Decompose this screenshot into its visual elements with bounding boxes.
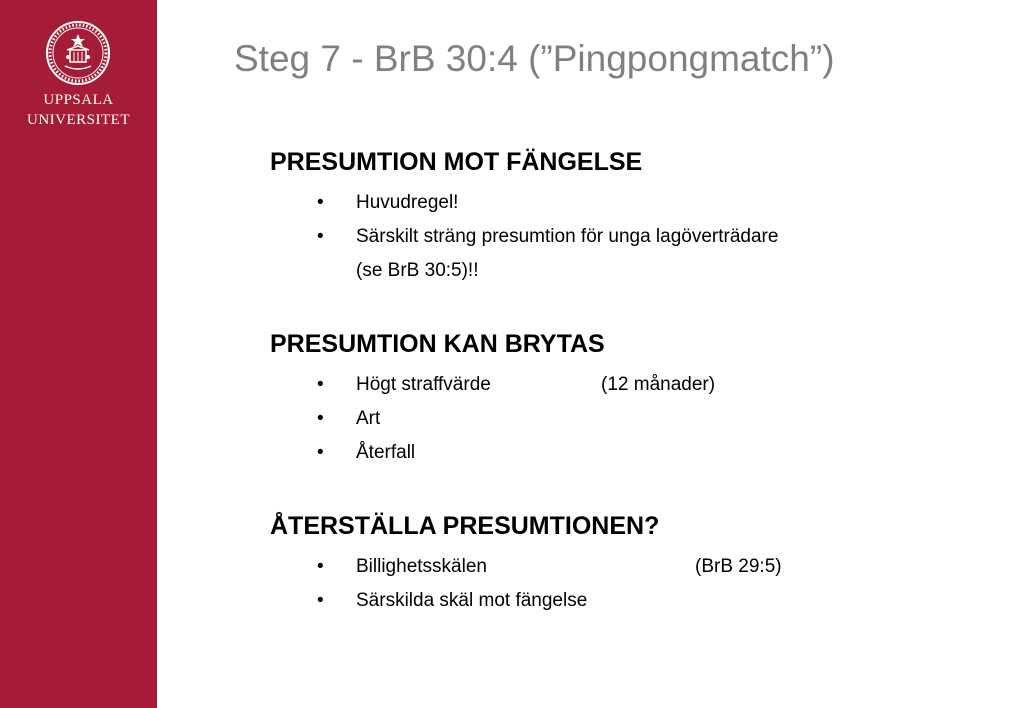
list-item: Särskilda skäl mot fängelse bbox=[356, 590, 588, 611]
bullet-icon: • bbox=[317, 192, 324, 213]
section-heading-restore: ÅTERSTÄLLA PRESUMTIONEN? bbox=[270, 512, 660, 540]
slide-title: Steg 7 - BrB 30:4 (”Pingpongmatch”) bbox=[234, 38, 835, 79]
university-name-line1: UPPSALA bbox=[43, 92, 114, 108]
list-item-note: (12 månader) bbox=[601, 374, 716, 395]
list-item: Art bbox=[356, 408, 381, 429]
university-seal-icon bbox=[45, 20, 111, 86]
university-name-line2: UNIVERSITET bbox=[27, 112, 130, 128]
bullet-icon: • bbox=[317, 408, 324, 429]
bullet-icon: • bbox=[317, 556, 324, 577]
list-item: Högt straffvärde bbox=[356, 374, 491, 395]
section-heading-presumption: PRESUMTION MOT FÄNGELSE bbox=[270, 148, 643, 176]
bullet-icon: • bbox=[317, 374, 324, 395]
list-item-continuation: (se BrB 30:5)!! bbox=[356, 260, 479, 281]
section-heading-rebuttal: PRESUMTION KAN BRYTAS bbox=[270, 330, 605, 358]
list-item-note: (BrB 29:5) bbox=[695, 556, 782, 577]
sidebar bbox=[0, 0, 157, 708]
list-item: Särskilt sträng presumtion för unga lagöverträdare bbox=[356, 226, 779, 247]
bullet-icon: • bbox=[317, 442, 324, 463]
bullet-icon: • bbox=[317, 226, 324, 247]
list-item: Huvudregel! bbox=[356, 192, 459, 213]
list-item: Återfall bbox=[356, 442, 416, 463]
bullet-icon: • bbox=[317, 590, 324, 611]
list-item: Billighetsskälen bbox=[356, 556, 487, 577]
